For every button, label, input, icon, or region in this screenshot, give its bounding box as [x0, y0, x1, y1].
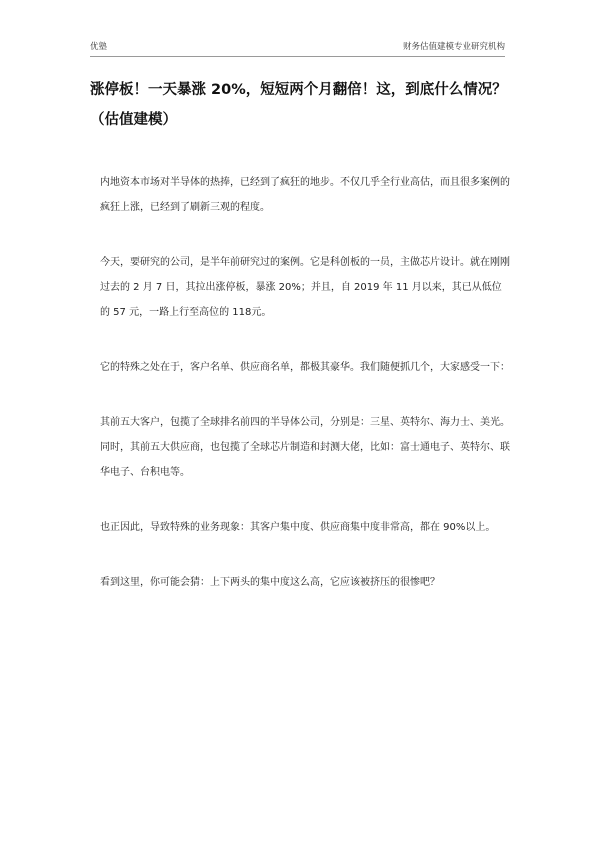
paragraph-6: 看到这里，你可能会猜：上下两头的集中度这么高，它应该被挤压的很惨吧？ [100, 577, 440, 588]
page-header [90, 40, 505, 57]
paragraph-3: 它的特殊之处在于，客户名单、供应商名单，都极其豪华。我们随便抓几个，大家感受一下： [100, 362, 510, 373]
header-brand: 优塾 [90, 42, 108, 52]
paragraph-4: 其前五大客户，包揽了全球排名前四的半导体公司，分别是：三星、英特尔、海力士、美光。同时，其前五大供应商，也包揽了全球芯片制造和封测大佬，比如：富士通电子、英特尔、联华电子、台积电等。 [100, 417, 510, 478]
paragraph-2: 今天，要研究的公司，是半年前研究过的案例。它是科创板的一员，主做芯片设计。就在刚刚过去的 2 月 7 日，其拉出涨停板，暴涨 20%；并且，自 2019 年 11 月以来，其已从低位的 57 元，一路上行至高位的 118元。 [100, 257, 510, 318]
paragraph-1: 内地资本市场对半导体的热捧，已经到了疯狂的地步。不仅几乎全行业高估，而且很多案例的疯狂上涨，已经到了刷新三观的程度。 [100, 177, 510, 213]
article-body [100, 170, 510, 625]
paragraph-5: 也正因此，导致特殊的业务现象：其客户集中度、供应商集中度非常高，都在 90%以上。 [100, 522, 496, 533]
header-organization: 财务估值建模专业研究机构 [402, 42, 505, 52]
article-title: 涨停板！一天暴涨 20%，短短两个月翻倍！这，到底什么情况？（估值建模） [90, 82, 507, 128]
